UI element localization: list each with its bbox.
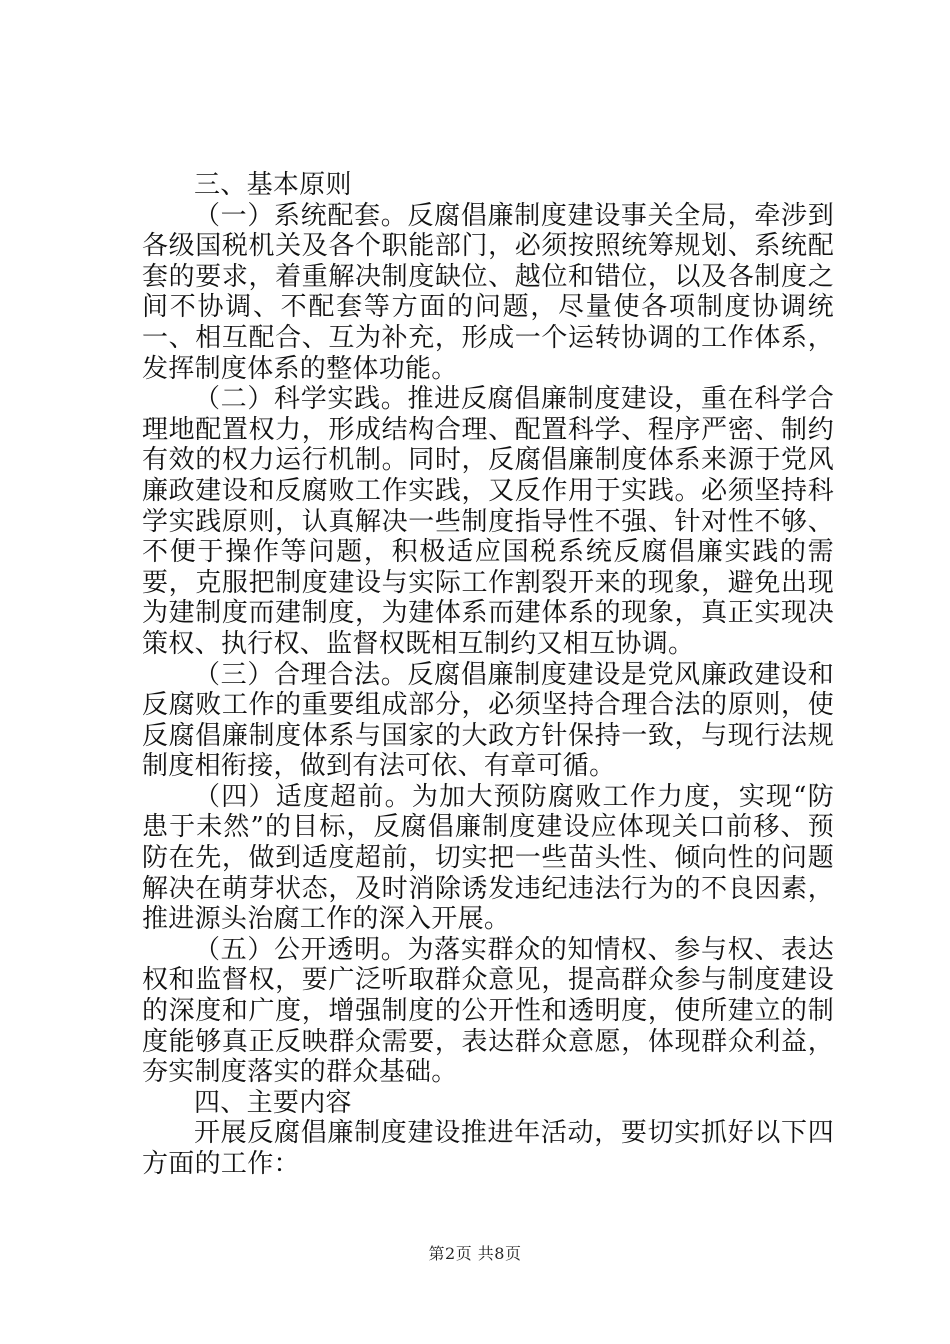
section-heading-main-content: 四、主要内容 xyxy=(194,1087,352,1118)
page-number: 第2页 共8页 xyxy=(428,1244,522,1263)
paragraph-activities: 开展反腐倡廉制度建设推进年活动，要切实抓好以下四方面的工作： xyxy=(142,1118,834,1179)
paragraph-scientific-practice: （二）科学实践。推进反腐倡廉制度建设，重在科学合理地配置权力，形成结构合理、配置科学、程序严密、制约有效的权力运行机制。同时，反腐倡廉制度体系来源于党风廉政建设和反腐败工作实践，又反作用于实践。必须坚持科学实践原则，认真解决一些制度指导性不强、针对性不够、不便于操作等问题，积极适应国税系统反腐倡廉实践的需要，克服把制度建设与实际工作割裂开来的现象，避免出现为建制度而建制度，为建体系而建体系的现象，真正实现决策权、执行权、监督权既相互制约又相互协调。 xyxy=(142,384,834,659)
paragraph-transparent: （五）公开透明。为落实群众的知情权、参与权、表达权和监督权，要广泛听取群众意见，提高群众参与制度建设的深度和广度，增强制度的公开性和透明度，使所建立的制度能够真正反映群众需要，表达群众意愿，体现群众利益，夯实制度落实的群众基础。 xyxy=(142,934,834,1088)
paragraph-ahead: （四）适度超前。为加大预防腐败工作力度，实现“防患于未然”的目标，反腐倡廉制度建设应体现关口前移、预防在先，做到适度超前，切实把一些苗头性、倾向性的问题解决在萌芽状态，及时消除诱发违纪违法行为的不良因素，推进源头治腐工作的深入开展。 xyxy=(142,781,834,935)
paragraph-systematic: （一）系统配套。反腐倡廉制度建设事关全局，牵涉到各级国税机关及各个职能部门，必须按照统筹规划、系统配套的要求，着重解决制度缺位、越位和错位，以及各制度之间不协调、不配套等方面的问题，尽量使各项制度协调统一、相互配合、互为补充，形成一个运转协调的工作体系，发挥制度体系的整体功能。 xyxy=(142,200,834,384)
document-body xyxy=(142,170,834,1180)
paragraph-lawful: （三）合理合法。反腐倡廉制度建设是党风廉政建设和反腐败工作的重要组成部分，必须坚持合理合法的原则，使反腐倡廉制度体系与国家的大政方针保持一致，与现行法规制度相衔接，做到有法可依、有章可循。 xyxy=(142,659,834,782)
section-heading-principles: 三、基本原则 xyxy=(194,170,352,200)
